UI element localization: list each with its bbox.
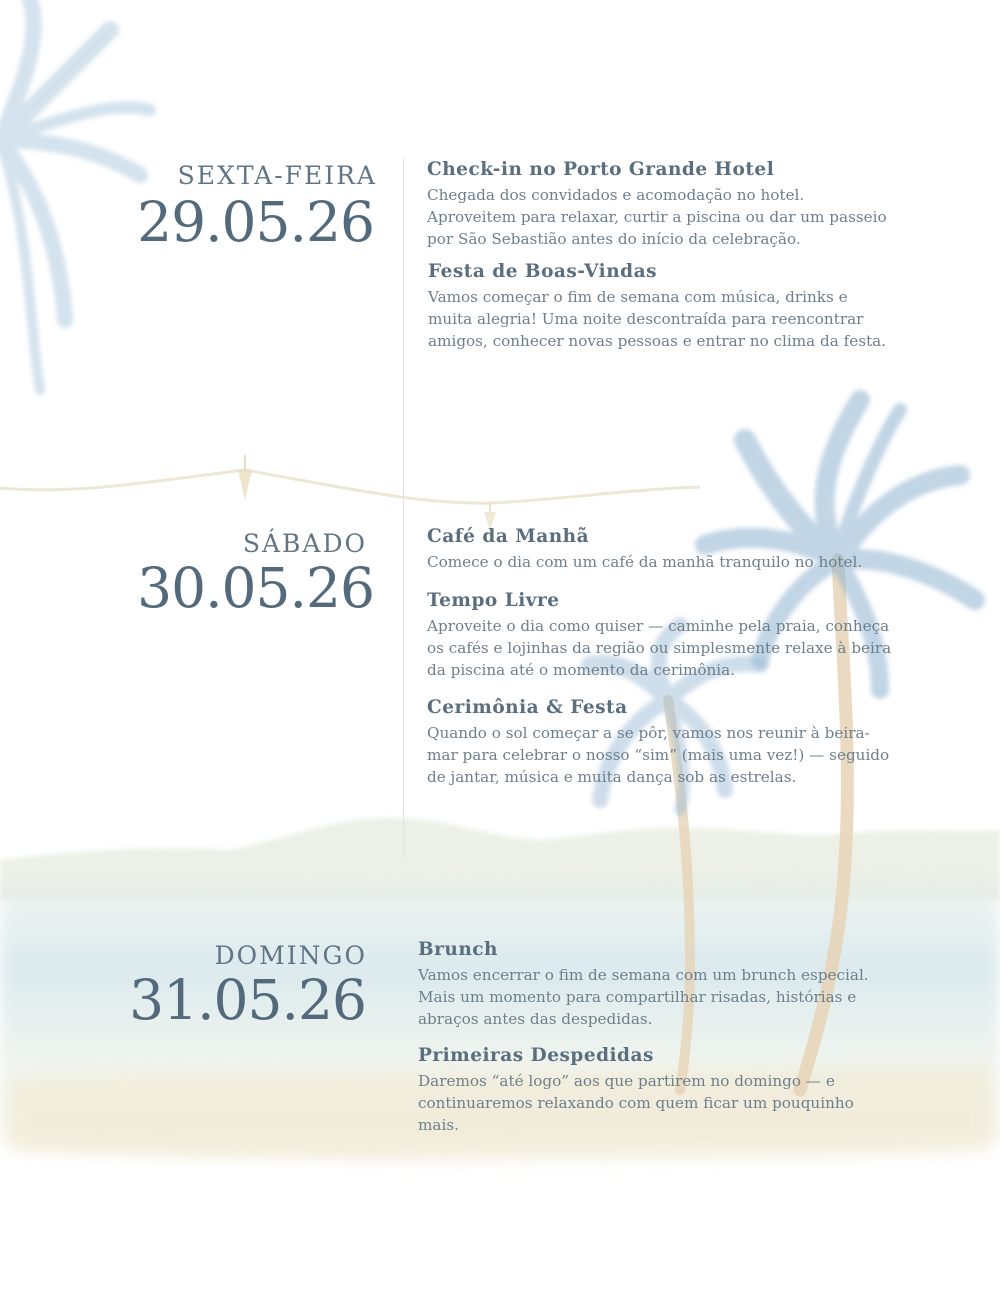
string-lights bbox=[0, 470, 700, 503]
event-description: Vamos começar o fim de semana com música, drinks e muita alegria! Uma noite descontraída para reencontrar amigos, conhecer novas pessoas e entrar no clima da festa. bbox=[428, 288, 887, 350]
day-date: 29.05.26 bbox=[137, 190, 374, 254]
day-label: DOMINGO bbox=[214, 941, 367, 970]
event-description: Quando o sol começar a se pôr, vamos nos reunir à beira- mar para celebrar o nosso “sim” (mais uma vez!) — seguido de jantar, música e muita dança sob as estrelas. bbox=[427, 724, 890, 786]
day-date: 30.05.26 bbox=[137, 556, 374, 620]
light-bulb-icon bbox=[238, 455, 252, 500]
event-title: Check-in no Porto Grande Hotel bbox=[427, 159, 775, 180]
event-title: Primeiras Despedidas bbox=[418, 1045, 654, 1066]
event-item bbox=[418, 939, 888, 1030]
event-title: Café da Manhã bbox=[427, 526, 590, 547]
event-item bbox=[427, 590, 897, 681]
event-item bbox=[428, 261, 898, 352]
event-item bbox=[418, 1045, 888, 1136]
event-title: Brunch bbox=[418, 939, 498, 960]
event-description: Chegada dos convidados e acomodação no hotel. Aproveitem para relaxar, curtir a piscina ou dar um passeio por São Sebastião antes do início da celebração. bbox=[427, 186, 887, 248]
event-item bbox=[427, 159, 897, 250]
event-description: Comece o dia com um café da manhã tranquilo no hotel. bbox=[427, 553, 863, 571]
day-label: SÁBADO bbox=[242, 529, 367, 558]
event-description: Vamos encerrar o fim de semana com um brunch especial. Mais um momento para compartilhar risadas, histórias e abraços antes das despedidas. bbox=[418, 966, 869, 1028]
palm-frond-top-left bbox=[0, 0, 150, 390]
event-title: Cerimônia & Festa bbox=[427, 697, 628, 718]
day-date: 31.05.26 bbox=[129, 968, 366, 1032]
event-item bbox=[427, 697, 897, 788]
event-title: Tempo Livre bbox=[427, 590, 560, 611]
event-description: Aproveite o dia como quiser — caminhe pela praia, conheça os cafés e lojinhas da região ou simplesmente relaxe à beira da piscina até o momento da cerimônia. bbox=[427, 617, 892, 679]
event-title: Festa de Boas-Vindas bbox=[428, 261, 657, 282]
event-item bbox=[427, 526, 897, 573]
timeline-divider bbox=[403, 158, 404, 858]
event-description: Daremos “até logo” aos que partirem no domingo — e continuaremos relaxando com quem ficar um pouquinho mais. bbox=[418, 1072, 854, 1134]
day-label: SEXTA-FEIRA bbox=[177, 161, 377, 190]
